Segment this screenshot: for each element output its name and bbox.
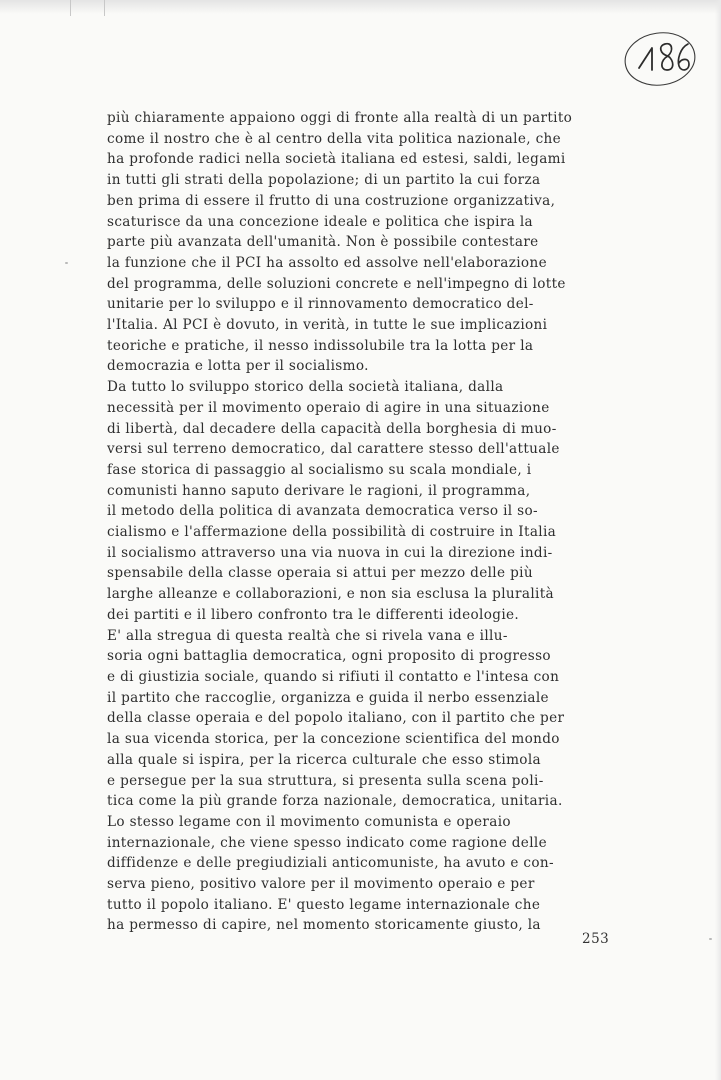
handwritten-folio-number — [622, 30, 698, 88]
scan-mark — [70, 0, 71, 16]
scan-top-edge — [0, 0, 721, 14]
paragraph: E' alla stregua di questa realtà che si rivela vana e illu- soria ogni battaglia democratica, ogni proposito di progresso e di giustizia sociale, quando si rifiuti il contatto e l'intesa con il partito che raccoglie, organizza e guida il nerbo essenziale della classe operaia e del popolo italiano, con il partito che per la sua vicenda storica, per la concezione scientifica del mondo alla quale si ispira, per la ricerca culturale che esso stimola e persegue per la sua struttura, si presenta sulla scena poli- tica come la più grande forza nazionale, democratica, unitaria. — [107, 627, 565, 810]
scan-speck — [709, 938, 712, 940]
paragraph: Da tutto lo sviluppo storico della società italiana, dalla necessità per il movimento operaio di agire in una situazione di libertà, dal decadere della capacità della borghesia di muo- versi sul terreno democratico, dal carattere stesso dell'attuale fase storica di passaggio al socialismo su scala mondiale, i comunisti hanno saputo derivare le ragioni, il programma, il metodo della politica di avanzata democratica verso il so- cialismo e l'affermazione della possibilità di costruire in Italia il socialismo attraverso una via nuova in cui la direzione indi- spensabile della classe operaia si attui per mezzo delle più larghe alleanze e collaborazioni, e non sia esclusa la pluralità dei partiti e il libero confronto tra le differenti ideologie. — [107, 379, 560, 623]
scan-right-edge — [715, 0, 721, 1080]
page-number: 253 — [582, 931, 610, 947]
scan-mark — [104, 0, 105, 16]
paragraph: più chiaramente appaiono oggi di fronte alla realtà di un partito come il nostro che è al centro della vita politica nazionale, che ha profonde radici nella società italiana ed estesi, saldi, legami in tutti gli strati della popolazione; di un partito la cui forza ben prima di essere il frutto di una costruzione organizzativa, scaturisce da una concezione ideale e politica che ispira la parte più avanzata dell'umanità. Non è possibile contestare la funzione che il PCI ha assolto ed assolve nell'elaborazione del programma, delle soluzioni concrete e nell'impegno di lotte unitarie per lo sviluppo e il rinnovamento democratico del- l'Italia. Al PCI è dovuto, in verità, in tutte le sue implicazioni teoriche e pratiche, il nesso indissolubile tra la lotta per la democrazia e lotta per il socialismo. — [107, 110, 573, 375]
body-text — [107, 108, 611, 936]
folio-circle-icon — [622, 30, 698, 88]
paragraph: Lo stesso legame con il movimento comunista e operaio internazionale, che viene spesso indicato come ragione delle diffidenze e delle pregiudiziali anticomuniste, ha avuto e con- serva pieno, positivo valore per il movimento operaio e per tutto il popolo italiano. E' questo legame internazionale che ha permesso di capire, nel momento storicamente giusto, la — [107, 813, 554, 934]
scan-speck — [65, 262, 68, 264]
